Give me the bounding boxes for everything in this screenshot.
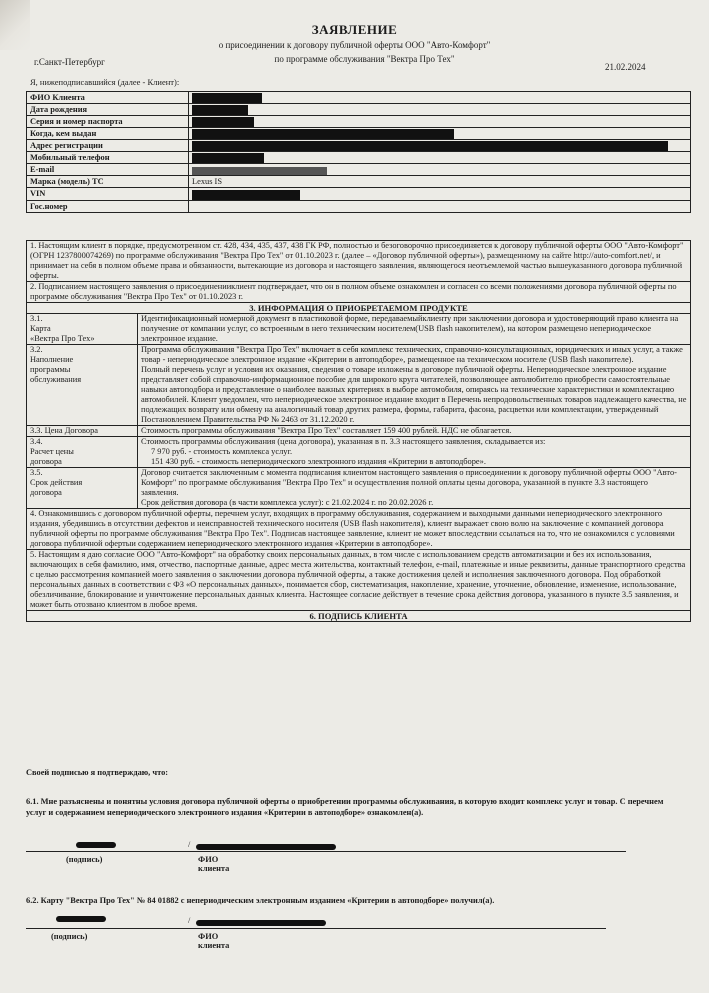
table-row [27,426,691,437]
signature-line [26,928,186,929]
table-row [27,550,691,611]
table-row [27,116,691,128]
field-value [189,140,691,152]
table-row [27,140,691,152]
name-label: ФИО клиента [198,932,230,950]
confirm-text: Своей подписью я подтверждаю, что: [26,768,169,777]
slash: / [188,916,191,925]
price-line: 7 970 руб. - стоимость комплекса услуг. [151,447,293,456]
table-row [27,104,691,116]
sign-label: (подпись) [51,932,88,941]
row-paragraph: Стоимость программы обслуживания (цена договора), указанная в п. 3.3 настоящего заявления, складывается из: [141,437,546,446]
table-row [27,188,691,200]
row-label: 3.3. Цена Договора [27,426,138,437]
table-row [27,314,691,345]
field-label: VIN [27,188,189,200]
table-row [27,345,691,426]
field-value [189,104,691,116]
document-subtitle-program: по программе обслуживания "Вектра Про Тех" [274,54,455,64]
field-label: E-mail [27,164,189,176]
document-title: ЗАЯВЛЕНИЕ [311,22,398,37]
row-label: 3.5. Срок действия договора [27,468,138,509]
table-row [27,176,691,188]
clause-1: 1. Настоящим клиент в порядке, предусмотренном ст. 428, 434, 435, 437, 438 ГК РФ, полностью и безоговорочно присоединяется к договору публичной оферты ООО "Авто-Комфорт" (ОГРН 1237800074269) по программе обслуживания "Вектра Про Тех" от 01.10.2023 г. (далее – «Договор публичной оферты»), размещенному на сайте http://auto-comfort.net/, и принимает на себя в полном объеме права и обязанности, вытекающие из договора и настоящего заявления, являющегося неотъемлемой частью вышеуказанного договора публичной оферты. [27,241,691,282]
terms-table [26,240,691,622]
row-paragraph: Полный перечень услуг и условия их оказания, сведения о товаре изложены в договоре публичной оферты. Непериодическое электронное издание представляет собой справочно-информационное пособие для широкого круга читателей, позволяющее автолюбителю приобрести самостоятельные навыки автоподбора и представление о наиболее важных критериях в выборе автомобиля, опираясь на технические характеристики и комплектацию автомобилей. Клиент уведомлен, что непериодическое электронное издание входит в Перечень непродовольственных товаров надлежащего качества, не подлежащих возврату или обмену на аналогичный товар других размера, формы, габарита, фасона, расцветки или комплектации, утвержденный Постановлением Правительства РФ № 2463 от 31.12.2020 г. [141,365,687,424]
field-label: Мобильный телефон [27,152,189,164]
redaction [192,153,264,163]
field-label: Серия и номер паспорта [27,116,189,128]
row-text [138,468,691,509]
redaction [192,105,248,115]
field-value: Lexus IS [189,176,691,188]
row-text: Стоимость программы обслуживания "Вектра Про Тех" составляет 159 400 рублей. НДС не облагается. [138,426,691,437]
row-label: 3.1. Карта «Вектра Про Тех» [27,314,138,345]
table-row [27,241,691,282]
price-line: 151 430 руб. - стоимость непериодического электронного издания «Критерии в автоподборе». [151,457,486,466]
clause-5: 5. Настоящим я даю согласие ООО "Авто-Комфорт" на обработку своих персональных данных, в том числе с использованием средств автоматизации и без их использования, включающих в себя фамилию, имя, отчество, паспортные данные, адрес места жительства, контактный телефон, e-mail, платежные и иные реквизиты, данные транспортного средства с целью рассмотрения компанией моего заявления о заключении договора публичной оферты, а также достижения целей и исполнения заключенного договора. Под обработкой персональных данных в соответствии с ФЗ «О персональных данных», понимается сбор, систематизация, накопление, хранение, уточнение, обновление, изменение, использование, обезличивание, блокирование и уничтожение персональных данных клиента. Настоящее согласие действует в течение срока действия договора, указанного в пункте 3.5 заявления, и может быть отозвано клиентом в любое время. [27,550,691,611]
date: 21.02.2024 [605,62,646,72]
table-row [27,152,691,164]
table-row [27,468,691,509]
field-label: Когда, кем выдан [27,128,189,140]
field-value [189,116,691,128]
field-value [189,152,691,164]
section-6-heading: 6. ПОДПИСЬ КЛИЕНТА [27,611,691,622]
field-label: Гос.номер [27,200,189,212]
signature-scribble [76,842,116,848]
section-3-heading: 3. ИНФОРМАЦИЯ О ПРИОБРЕТАЕМОМ ПРОДУКТЕ [27,303,691,314]
client-info-table [26,91,691,213]
row-text [138,345,691,426]
redaction [192,167,327,175]
statement-6-2: 6.2. Карту "Вектра Про Тех" № 84 01882 с непериодическим электронным изданием «Критерии в автоподборе» получил(а). [26,896,495,905]
row-paragraph: Срок действия договора (в части комплекса услуг): с 21.02.2024 г. по 20.02.2026 г. [141,498,434,507]
name-line [186,928,606,929]
redaction [192,93,262,103]
field-value [189,188,691,200]
intro-text: Я, нижеподписавшийся (далее - Клиент): [30,77,180,87]
field-label: Марка (модель) ТС [27,176,189,188]
redaction [192,190,300,200]
statement-6-1: 6.1. Мне разъяснены и понятны условия договора публичной оферты о приобретении программы обслуживания, в которую входит комплекс услуг и товар. С перечнем услуг и содержанием непериодического электронного издания «Критерии в автоподборе» ознакомлен(а). [26,797,664,817]
name-scribble [196,920,326,926]
signature-scribble [56,916,106,922]
redaction [192,117,254,127]
row-label: 3.4. Расчет цены договора [27,437,138,468]
redaction [192,129,454,139]
name-scribble [196,844,336,850]
field-value [189,92,691,104]
field-value [189,164,691,176]
redaction [192,141,668,151]
document-subtitle: о присоединении к договору публичной оферты ООО "Авто-Комфорт" [218,40,491,50]
table-row [27,128,691,140]
field-label: ФИО Клиента [27,92,189,104]
table-row [27,282,691,303]
field-label: Дата рождения [27,104,189,116]
table-row [27,437,691,468]
sign-label: (подпись) [66,855,103,864]
clause-2: 2. Подписанием настоящего заявления о присоединенииклиент подтверждает, что он в полном объеме ознакомлен и согласен со всеми положениями договора публичной оферты по программе обслуживания "Вектра Про Тех" от 01.10.2023 г. [27,282,691,303]
row-paragraph: Программа обслуживания "Вектра Про Тех" включает в себя комплекс технических, справочно-консультационных, юридических и иных услуг, а также товар - непериодическое электронное издание «Критерии в автоподборе», размещенное на техническом носителе (USB flash накопителе). [141,345,683,364]
row-text: Идентификационный номерной документ в пластиковой форме, передаваемыйклиенту при заключении договора и удостоверяющий право клиента на получение от компании услуг, со встроенным в него техническим носителем(USB flash накопителем), на котором размещено непериодическое электронное издание. [138,314,691,345]
table-row [27,509,691,550]
row-text [138,437,691,468]
table-row [27,164,691,176]
city: г.Санкт-Петербург [34,57,105,67]
table-row [27,611,691,622]
table-row [27,92,691,104]
slash: / [188,840,191,849]
signature-line [26,851,186,852]
clause-4: 4. Ознакомившись с договором публичной оферты, перечнем услуг, входящих в программу обслуживания, содержанием и выходными данными непериодического электронного издания, убедившись в отсутствии дефектов и неисправностей технического носителя (USB flash накопителя), клиент выражает свою волю на заключение с компанией договора публичной оферты по программе обслуживания "Вектра Про Тех". Подписав настоящее заявление, клиент не может впоследствии ссылаться на то, что не ознакомился с условиями договора публичной офертыи содержанием непериодического электронного издания «Критерии в автоподборе». [27,509,691,550]
row-label: 3.2. Наполнение программы обслуживания [27,345,138,426]
name-label: ФИО клиента [198,855,230,873]
name-line [186,851,626,852]
table-row [27,200,691,212]
field-label: Адрес регистрации [27,140,189,152]
row-paragraph: Договор считается заключенным с момента подписания клиентом настоящего заявления о присоединении к договору публичной оферты ООО "Авто-Комфорт" по программе обслуживания "Вектра Про Тех" и осуществления полной оплаты цены договора, указанной в пункте 3.3 настоящего заявления. [141,468,677,497]
field-value [189,128,691,140]
field-value [189,200,691,212]
table-row [27,303,691,314]
